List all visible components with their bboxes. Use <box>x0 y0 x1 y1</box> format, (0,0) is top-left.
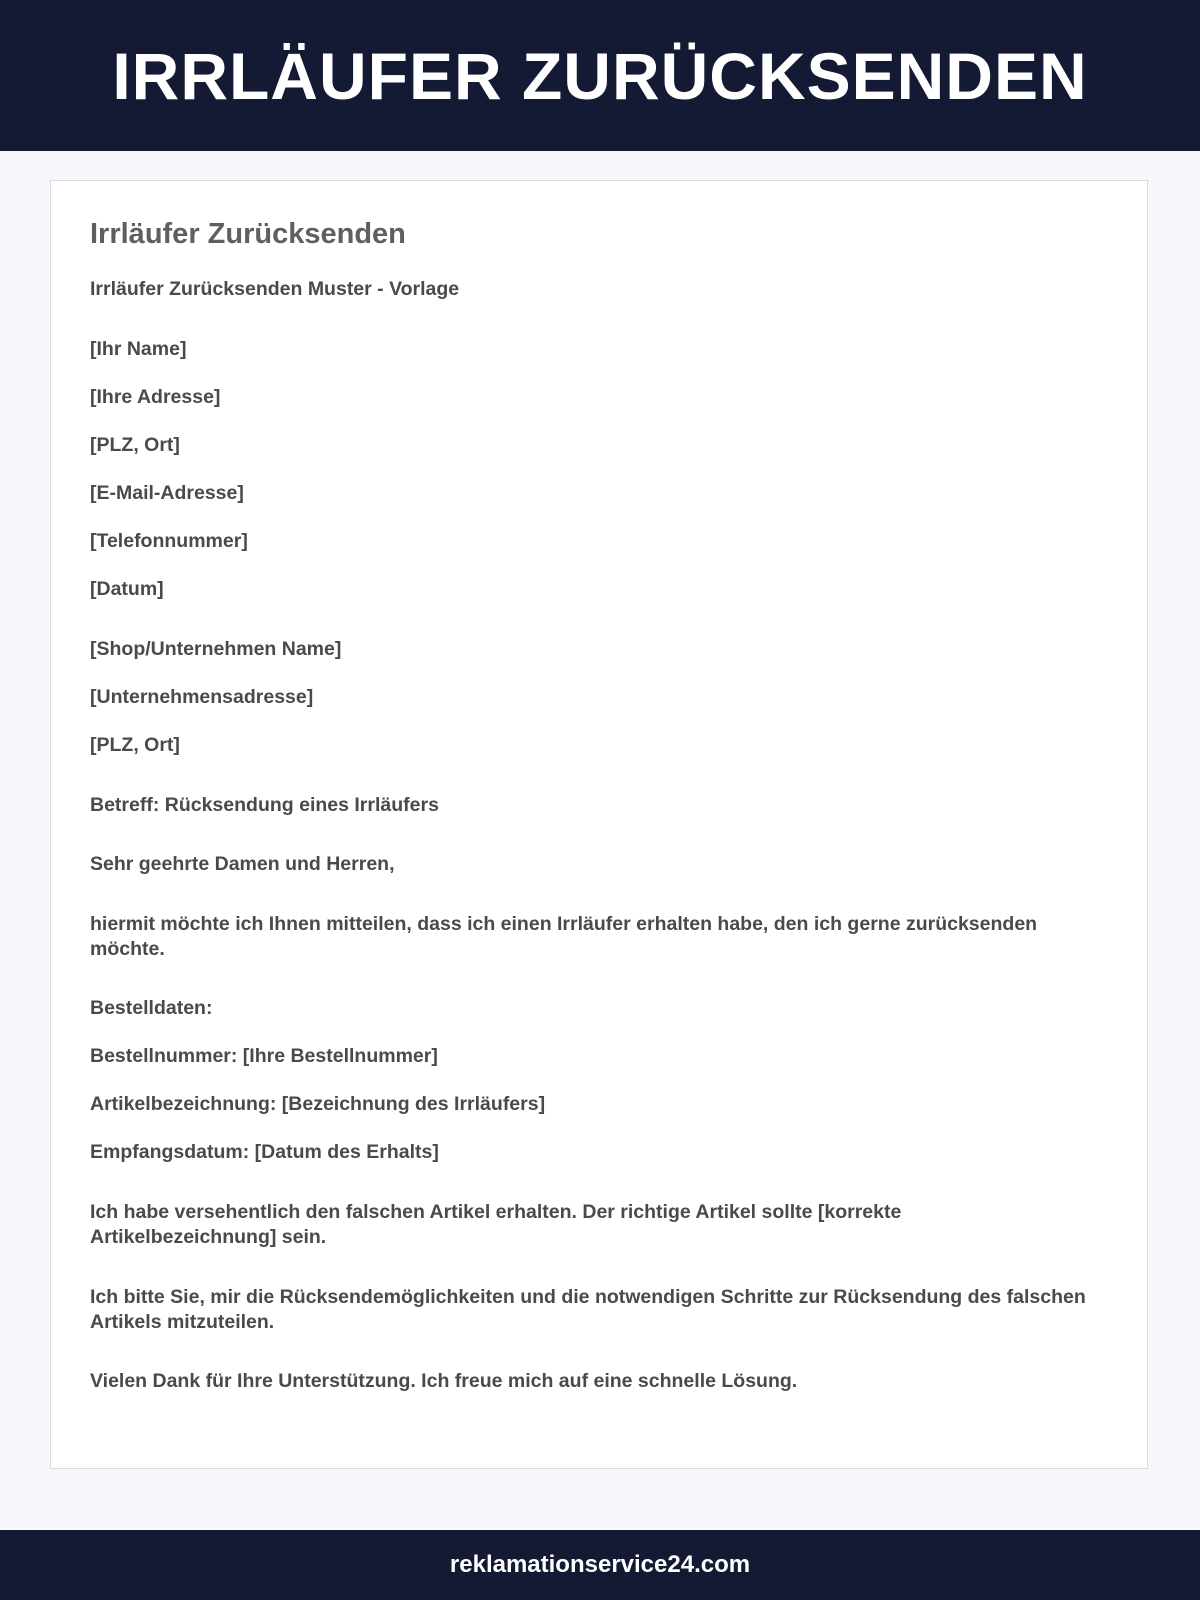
letter-card <box>50 180 1148 1469</box>
page-footer <box>0 1530 1200 1600</box>
sender-name: [Ihr Name] <box>90 338 187 360</box>
footer-site: reklamationservice24.com <box>449 1551 751 1578</box>
sender-plz-ort: [PLZ, Ort] <box>90 434 180 456</box>
receipt-date: Empfangsdatum: [Datum des Erhalts] <box>90 1141 439 1163</box>
sender-phone: [Telefonnummer] <box>90 530 248 552</box>
letter-date: [Datum] <box>90 578 164 600</box>
article-name: Artikelbezeichnung: [Bezeichnung des Irrläufers] <box>90 1093 546 1115</box>
order-number: Bestellnummer: [Ihre Bestellnummer] <box>90 1045 438 1067</box>
letter-intro: hiermit möchte ich Ihnen mitteilen, dass ich einen Irrläufer erhalten habe, den ich gerne zurücksenden möchte. <box>90 913 1038 960</box>
letter-salutation: Sehr geehrte Damen und Herren, <box>90 853 395 875</box>
sender-email: [E-Mail-Adresse] <box>90 482 244 504</box>
header-title: IRRLÄUFER ZURÜCKSENDEN <box>112 38 1088 113</box>
recipient-plz-ort: [PLZ, Ort] <box>90 734 180 756</box>
document-subtitle: Irrläufer Zurücksenden Muster - Vorlage <box>90 278 460 300</box>
document-title: Irrläufer Zurücksenden <box>90 218 406 250</box>
order-heading: Bestelldaten: <box>90 997 213 1019</box>
page-header <box>0 0 1200 151</box>
wrong-item-paragraph: Ich habe versehentlich den falschen Artikel erhalten. Der richtige Artikel sollte [korrekte Artikelbezeichnung] sein. <box>90 1201 902 1248</box>
request-paragraph: Ich bitte Sie, mir die Rücksendemöglichkeiten und die notwendigen Schritte zur Rücksendung des falschen Artikels mitzuteilen. <box>90 1286 1086 1333</box>
letter-subject: Betreff: Rücksendung eines Irrläufers <box>90 794 439 816</box>
recipient-company: [Shop/Unternehmen Name] <box>90 638 342 660</box>
closing-paragraph: Vielen Dank für Ihre Unterstützung. Ich freue mich auf eine schnelle Lösung. <box>90 1370 798 1392</box>
sender-address: [Ihre Adresse] <box>90 386 221 408</box>
recipient-address: [Unternehmensadresse] <box>90 686 314 708</box>
